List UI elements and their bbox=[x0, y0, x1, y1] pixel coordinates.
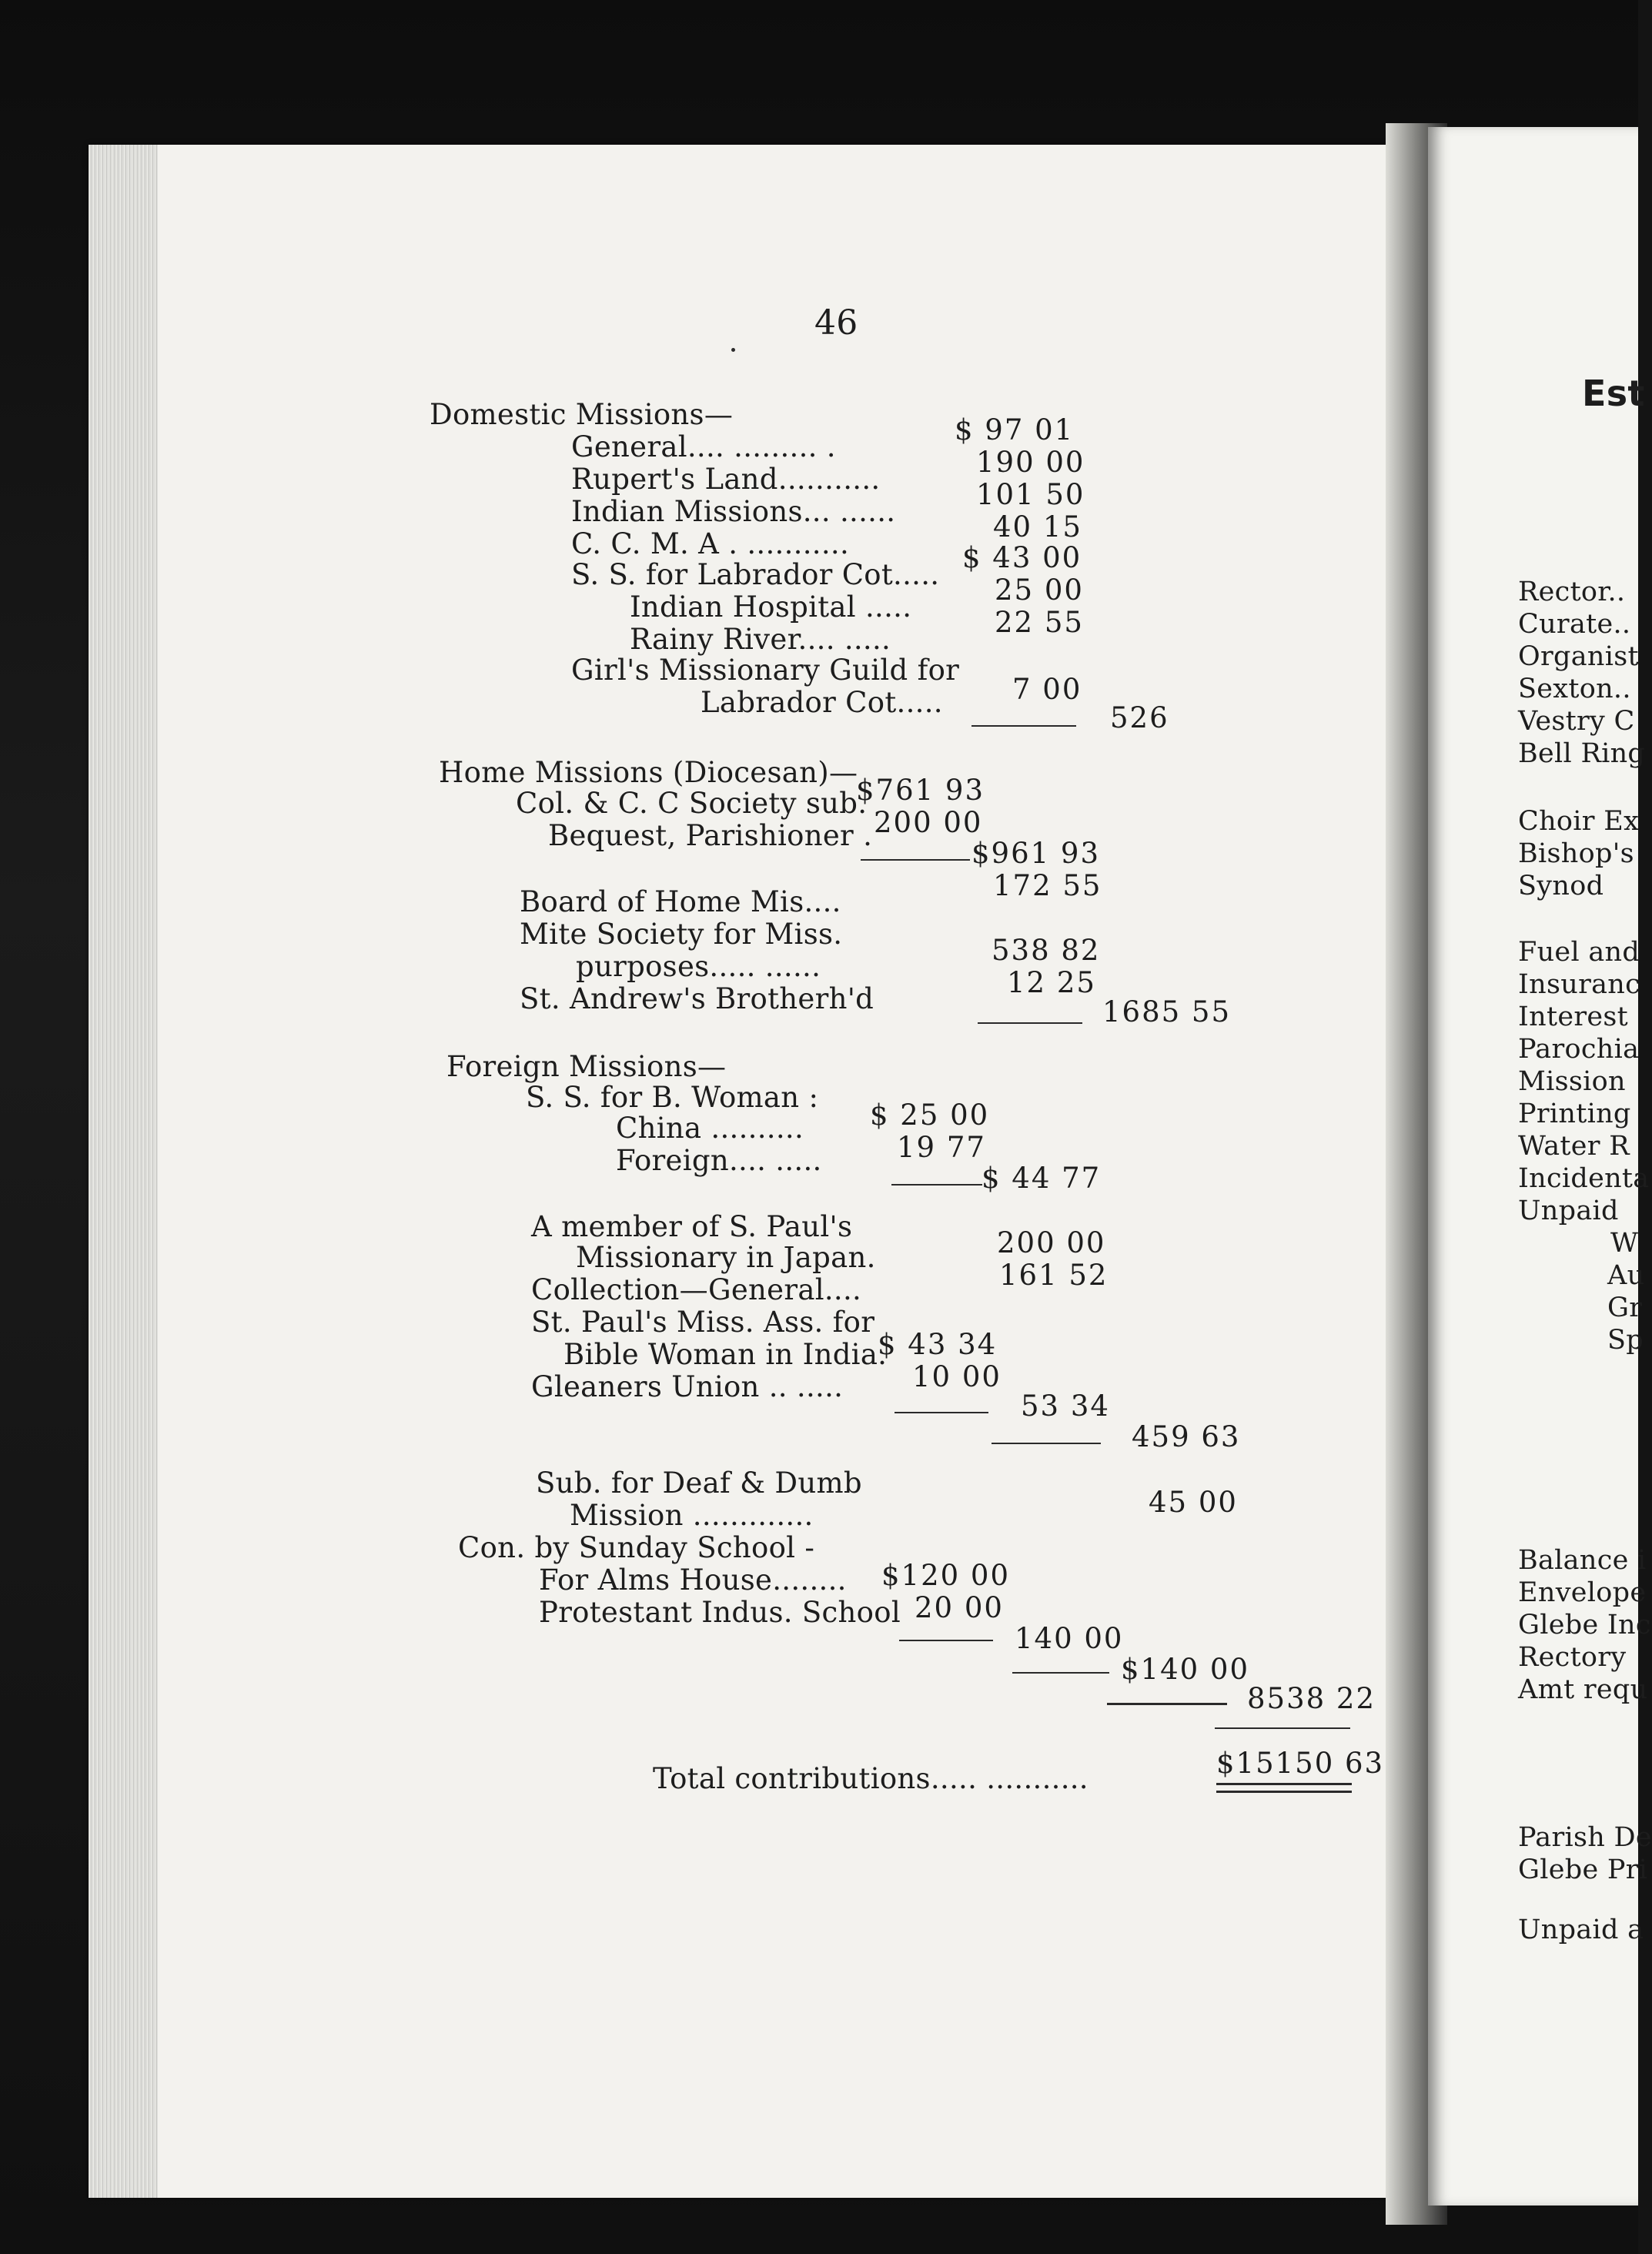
total-double-rule-1 bbox=[1216, 1783, 1352, 1785]
domestic-sum-rule bbox=[971, 725, 1076, 727]
foreign-sum-rule-3 bbox=[992, 1443, 1101, 1444]
domestic-label-general: General.... ......... . bbox=[571, 430, 836, 463]
sunday-amt-alms: $120 00 bbox=[881, 1559, 1011, 1592]
domestic-heading: Domestic Missions— bbox=[430, 398, 734, 431]
foreign-total: 459 63 bbox=[1132, 1420, 1241, 1453]
right-item: Incidenta bbox=[1518, 1163, 1650, 1194]
domestic-amt-hospital: 25 00 bbox=[995, 574, 1084, 607]
home-subtotal: $961 93 bbox=[971, 837, 1101, 870]
deaf-label: Sub. for Deaf & Dumb bbox=[536, 1466, 862, 1500]
foreign-label-gleaners: Gleaners Union .. ..... bbox=[531, 1370, 844, 1403]
right-item: Printing bbox=[1518, 1099, 1631, 1129]
sunday-sum-rule-1 bbox=[899, 1640, 993, 1641]
deaf-amt: 45 00 bbox=[1149, 1486, 1238, 1519]
right-heading: Est bbox=[1582, 373, 1645, 414]
right-item: Sp bbox=[1607, 1325, 1644, 1356]
foreign-amt-collection: 161 52 bbox=[999, 1259, 1109, 1292]
right-item: Gr bbox=[1607, 1293, 1643, 1323]
home-sum-rule-1 bbox=[861, 859, 970, 861]
right-item: Parochia bbox=[1518, 1034, 1640, 1065]
foreign-amt-member: 200 00 bbox=[997, 1226, 1106, 1259]
home-label-bequest: Bequest, Parishioner . bbox=[548, 819, 873, 852]
domestic-label-ccma: C. C. M. A . ........... bbox=[571, 527, 850, 560]
right-item: Organist bbox=[1518, 641, 1639, 672]
foreign-label-stpaul: St. Paul's Miss. Ass. for bbox=[531, 1306, 875, 1339]
home-total: 1685 55 bbox=[1102, 995, 1232, 1028]
domestic-amt-guild: 7 00 bbox=[1012, 673, 1082, 706]
domestic-label-indian: Indian Missions... ...... bbox=[571, 495, 896, 528]
grand-subtotal: 8538 22 bbox=[1247, 1682, 1376, 1715]
domestic-amt-rainy: 22 55 bbox=[995, 606, 1084, 639]
home-heading: Home Missions (Diocesan)— bbox=[439, 756, 858, 789]
right-item: Fuel and bbox=[1518, 937, 1640, 968]
foreign-amt-stpaul: $ 43 34 bbox=[878, 1328, 998, 1361]
right-item: Unpaid a bbox=[1518, 1915, 1644, 1945]
domestic-amt-ruperts: 190 00 bbox=[976, 446, 1085, 479]
home-amt-mite: 538 82 bbox=[992, 934, 1101, 967]
right-item: Rectory bbox=[1518, 1642, 1627, 1673]
speck bbox=[731, 348, 735, 352]
foreign-label-member-2: Missionary in Japan. bbox=[576, 1241, 876, 1274]
sunday-subtotal: 140 00 bbox=[1015, 1622, 1124, 1655]
deaf-label-2: Mission ............. bbox=[570, 1499, 814, 1532]
foreign-bwoman-subtotal: $ 44 77 bbox=[982, 1162, 1102, 1195]
right-item: Envelope bbox=[1518, 1577, 1647, 1608]
sunday-label-alms: For Alms House........ bbox=[539, 1563, 847, 1597]
right-item: Insuranc bbox=[1518, 969, 1641, 1000]
domestic-amt-general: $ 97 01 bbox=[955, 413, 1075, 446]
domestic-label-guild-2: Labrador Cot..... bbox=[701, 686, 943, 719]
sunday-label-indus: Protestant Indus. School bbox=[539, 1596, 901, 1629]
grand-sum-rule bbox=[1107, 1703, 1227, 1705]
foreign-heading: Foreign Missions— bbox=[446, 1050, 727, 1083]
total-label: Total contributions..... ........... bbox=[653, 1762, 1089, 1795]
right-item: Balance i bbox=[1518, 1545, 1647, 1576]
right-item: Au bbox=[1607, 1260, 1645, 1291]
domestic-amt-indian: 101 50 bbox=[976, 478, 1085, 511]
home-label-colsociety: Col. & C. C Society sub. bbox=[516, 787, 868, 820]
right-item: Curate.. bbox=[1518, 609, 1631, 640]
foreign-amt-foreign: 19 77 bbox=[897, 1131, 986, 1164]
total-double-rule-2 bbox=[1216, 1791, 1352, 1793]
home-label-mite-2: purposes..... ...... bbox=[576, 950, 821, 983]
domestic-label-guild: Girl's Missionary Guild for bbox=[571, 654, 960, 687]
foreign-label-collection: Collection—General.... bbox=[531, 1273, 862, 1306]
domestic-label-ruperts: Rupert's Land........... bbox=[571, 463, 881, 496]
right-item: Rector.. bbox=[1518, 577, 1626, 607]
right-item: Water R bbox=[1518, 1131, 1630, 1162]
page-number: 46 bbox=[814, 303, 858, 343]
domestic-amt-labrador: $ 43 00 bbox=[962, 541, 1082, 574]
total-amount: $15150 63 bbox=[1216, 1747, 1385, 1780]
right-item: Interest bbox=[1518, 1002, 1629, 1032]
right-item: Glebe Pri bbox=[1518, 1854, 1648, 1885]
right-item: Vestry C bbox=[1518, 706, 1635, 737]
domestic-label-hospital: Indian Hospital ..... bbox=[630, 590, 912, 624]
foreign-amt-china: $ 25 00 bbox=[870, 1099, 990, 1132]
home-label-andrew: St. Andrew's Brotherh'd bbox=[520, 982, 874, 1015]
foreign-sum-rule-2 bbox=[895, 1412, 988, 1413]
domestic-label-labrador: S. S. for Labrador Cot..... bbox=[571, 558, 940, 591]
home-label-board: Board of Home Mis.... bbox=[520, 885, 841, 918]
right-item: Choir Ex bbox=[1518, 806, 1640, 837]
foreign-sum-rule-1 bbox=[891, 1184, 982, 1186]
home-sum-rule-2 bbox=[978, 1022, 1082, 1024]
domestic-amt-ccma: 40 15 bbox=[993, 510, 1082, 543]
sunday-sum-rule-2 bbox=[1012, 1672, 1109, 1674]
home-amt-colsociety: $761 93 bbox=[856, 774, 985, 807]
total-rule-top bbox=[1215, 1727, 1350, 1729]
foreign-label-stpaul-2: Bible Woman in India. bbox=[563, 1338, 888, 1371]
home-label-mite: Mite Society for Miss. bbox=[520, 918, 843, 951]
sunday-subtotal-2: $140 00 bbox=[1121, 1653, 1250, 1686]
foreign-amt-gleaners: 10 00 bbox=[912, 1360, 1002, 1393]
home-amt-bequest: 200 00 bbox=[874, 806, 983, 839]
right-item: Unpaid bbox=[1518, 1196, 1619, 1226]
domestic-label-rainy: Rainy River.... ..... bbox=[630, 623, 891, 656]
right-item: Glebe Inc bbox=[1518, 1610, 1651, 1640]
sunday-amt-indus: 20 00 bbox=[915, 1591, 1004, 1624]
right-item: W bbox=[1610, 1228, 1639, 1259]
home-amt-andrew: 12 25 bbox=[1007, 966, 1096, 999]
right-item: Mission bbox=[1518, 1066, 1626, 1097]
page-stack-edge bbox=[89, 145, 158, 2198]
foreign-subheading: S. S. for B. Woman : bbox=[526, 1081, 819, 1114]
right-item: Bishop's bbox=[1518, 838, 1634, 869]
right-item: Amt requ bbox=[1518, 1674, 1648, 1705]
foreign-india-subtotal: 53 34 bbox=[1021, 1390, 1110, 1423]
right-item: Sexton.. bbox=[1518, 674, 1631, 704]
right-item: Synod bbox=[1518, 871, 1604, 901]
sunday-heading: Con. by Sunday School - bbox=[458, 1531, 815, 1564]
right-item: Parish De bbox=[1518, 1822, 1652, 1853]
foreign-label-member: A member of S. Paul's bbox=[531, 1210, 853, 1243]
domestic-total: 526 bbox=[1110, 701, 1169, 734]
home-amt-board: 172 55 bbox=[993, 869, 1102, 902]
foreign-label-china: China .......... bbox=[616, 1112, 804, 1145]
foreign-label-foreign: Foreign.... ..... bbox=[616, 1144, 822, 1177]
right-item: Bell Ring bbox=[1518, 738, 1646, 769]
